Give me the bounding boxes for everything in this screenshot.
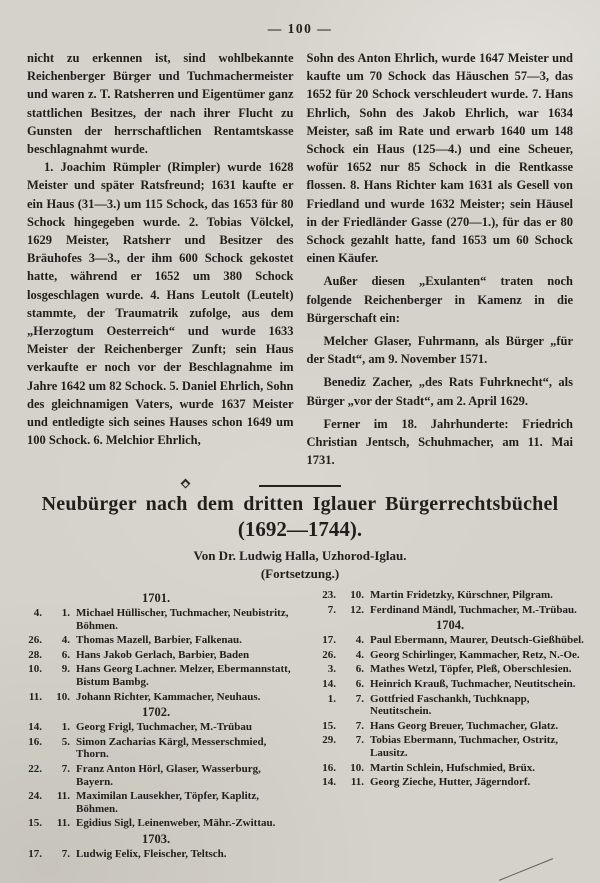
register-entry — [308, 776, 592, 789]
entry-text: Simon Zacharias Kärgl, Messerschmied, Thorn. — [76, 735, 267, 761]
entry-month: 10. — [350, 589, 364, 601]
entry-day: 11. — [28, 690, 42, 703]
paragraph: nicht zu erkennen ist, sind wohlbekannte Reichenberger Bürger und Tuchmachermeister und waren z. T. Ratsherren und Eigentümer ganz stattlichen Besitzes, der nach ihrer Flucht zu Gunsten der herrschaftlichen Rentamtskasse beschlagnahmt wurde. — [27, 51, 294, 157]
citizen-register — [0, 589, 600, 863]
register-entry — [308, 663, 592, 676]
right-text-column — [307, 49, 574, 473]
register-entry — [308, 720, 592, 733]
article-title-line1: Neubürger nach dem dritten Iglauer Bürgerrechtsbüchel — [41, 493, 559, 515]
paragraph: Sohn des Anton Ehrlich, wurde 1647 Meister und kaufte um 70 Schock das Häuschen 57—3, das 1652 für 20 Schock verschleudert wurde. 7. Hans Ehrlich, Sohn des Jakob Ehrlich, war 1634 Meister, saß im Rate und erwarb 1640 um 148 Schock ein Haus (125—4.) und eine Scheuer, wofür 1652 nur 85 Schock in die Rentkasse flossen. 8. Hans Richter kam 1631 als Gesell von Friedland und wurde 1632 Meister; sein Häusel in der Friedländer Gasse (270—1.), für das er 80 Schock gezahlt hatte, fand 1653 um 60 Schock einen Käufer. — [306, 51, 573, 266]
entry-day: 14. — [28, 721, 42, 734]
register-year-heading: 1703. — [141, 831, 171, 846]
entry-month: 4. — [61, 634, 70, 647]
entry-day: 17. — [28, 847, 42, 860]
entry-day: 14. — [322, 677, 336, 690]
register-year-heading: 1704. — [435, 618, 465, 633]
page-number: — 100 — — [267, 21, 333, 36]
entry-day: 1. — [327, 692, 336, 705]
entry-month: 5. — [61, 735, 70, 748]
entry-month: 6. — [61, 648, 70, 661]
entry-day: 16. — [322, 761, 336, 774]
register-left-column — [14, 589, 298, 863]
entry-text: Martin Fridetzky, Kürschner, Pilgram. — [370, 589, 553, 601]
paragraph: Außer diesen „Exulanten“ traten noch folgende Reichenberger in Kamenz in die Bürgerschaft ein: — [306, 274, 573, 325]
entry-month: 1. — [61, 607, 70, 619]
entry-text: Georg Zieche, Hutter, Jägerndorf. — [370, 776, 531, 789]
entry-text: Mathes Wetzl, Töpfer, Pleß, Oberschlesien. — [370, 663, 572, 676]
entry-month: 4. — [355, 648, 364, 661]
article-byline: Von Dr. Ludwig Halla, Uzhorod-Iglau. — [193, 548, 407, 563]
entry-month: 6. — [355, 663, 364, 676]
register-entry — [14, 649, 298, 662]
entry-day: 15. — [28, 817, 42, 830]
register-entry — [14, 790, 298, 815]
entry-text: Michael Hüllischer, Tuchmacher, Neubistritz, Böhmen. — [76, 607, 289, 632]
entry-day: 26. — [322, 648, 336, 661]
entry-month: 7. — [355, 734, 364, 747]
register-entry — [308, 678, 592, 691]
register-entry — [308, 589, 592, 602]
register-year-heading: 1702. — [141, 705, 171, 720]
entry-text: Heinrich Krauß, Tuchmacher, Neutitschein. — [370, 677, 576, 690]
register-entry — [14, 634, 298, 647]
entry-month: 6. — [355, 677, 364, 690]
register-entry — [14, 736, 298, 761]
entry-month: 11. — [350, 776, 364, 789]
article-title-line2: (1692—1744). — [237, 517, 363, 541]
register-entry — [308, 634, 592, 647]
entry-day: 28. — [28, 648, 42, 661]
paragraph: Benediz Zacher, „des Rats Fuhrknecht“, als Bürger „vor der Stadt“, am 2. April 1629. — [306, 375, 573, 408]
entry-text: Georg Frigl, Tuchmacher, M.-Trübau — [76, 721, 252, 734]
entry-month: 7. — [61, 762, 70, 775]
entry-text: Gottfried Faschankh, Tuchknapp, Neutitschein. — [370, 692, 530, 718]
entry-day: 29. — [322, 734, 336, 747]
end-of-article-ornament-icon — [181, 479, 191, 489]
paragraph: 1. Joachim Rümpler (Rimpler) wurde 1628 Meister und später Ratsfreund; 1631 kaufte er ein Haus (31—3.) um 115 Schock, das 1653 für 80 Schock hingegeben wurde. 2. Tobias Völckel, 1629 Meister, Ratsherr und Besitzer des Bräuhofes 3—3., der ihm 600 Schock gekostet hatte, während er 1652 um 380 Schock losgeschlagen wurde. 4. Hans Leutolt (Leutelt) stammte, der Traumatrik zufolge, aus dem „Herzogtum Oesterreich“ und wurde 1633 Meister der Reichenberger Zunft; sein Haus verkaufte er noch vor der Beschlagnahme im Jahre 1642 um 82 Schock. 5. Daniel Ehrlich, Sohn des gleichnamigen Vaters, wurde 1637 Meister und entledigte sich seines Hauses schon 1649 um 100 Schock. 6. Melchior Ehrlich, — [27, 160, 294, 448]
entry-month: 7. — [355, 719, 364, 732]
entry-text: Martin Schlein, Hufschmied, Brüx. — [370, 761, 536, 774]
entry-text: Hans Jakob Gerlach, Barbier, Baden — [76, 648, 250, 661]
paragraph: Ferner im 18. Jahrhunderte: Friedrich Christian Jentsch, Schuhmacher, am 11. Mai 1731. — [306, 416, 573, 468]
register-entry — [14, 721, 298, 734]
entry-day: 3. — [327, 663, 336, 676]
entry-text: Hans Georg Breuer, Tuchmacher, Glatz. — [370, 719, 559, 732]
entry-text: Hans Georg Lachner. Melzer, Ebermannstatt, Bistum Bambg. — [76, 663, 291, 688]
register-entry — [14, 848, 298, 861]
entry-month: 12. — [350, 603, 364, 616]
register-entry — [308, 734, 592, 759]
article-continuation-note: (Fortsetzung.) — [260, 566, 340, 581]
entry-month: 11. — [56, 817, 70, 830]
entry-month: 4. — [355, 634, 364, 647]
paper-speck — [118, 856, 121, 858]
entry-day: 7. — [327, 603, 336, 616]
entry-text: Maximilan Lausekher, Töpfer, Kaplitz, Böhmen. — [76, 790, 259, 815]
entry-day: 26. — [28, 634, 42, 647]
entry-day: 10. — [28, 663, 42, 676]
register-entry — [14, 607, 298, 632]
entry-day: 14. — [322, 776, 336, 789]
entry-month: 11. — [56, 790, 70, 803]
entry-day: 16. — [28, 735, 42, 748]
register-entry — [14, 817, 298, 830]
entry-day: 17. — [322, 634, 336, 647]
article-continuation — [0, 49, 600, 473]
entry-text: Johann Richter, Kammacher, Neuhaus. — [76, 690, 261, 703]
register-entry — [14, 763, 298, 788]
section-divider-rule — [259, 485, 341, 487]
entry-month: 1. — [61, 721, 70, 734]
entry-day: 24. — [28, 790, 42, 803]
entry-text: Ludwig Felix, Fleischer, Teltsch. — [76, 847, 227, 860]
entry-month: 9. — [61, 663, 70, 676]
left-text-column — [27, 49, 294, 473]
entry-text: Georg Schirlinger, Kammacher, Retz, N.-Oe. — [370, 648, 580, 661]
entry-day: 22. — [28, 762, 42, 775]
entry-text: Paul Ebermann, Maurer, Deutsch-Gießhübel. — [370, 634, 584, 647]
entry-text: Egidius Sigl, Leinenweber, Mähr.-Zwittau. — [76, 817, 276, 830]
entry-text: Ferdinand Mändl, Tuchmacher, M.-Trübau. — [370, 603, 577, 616]
entry-month: 7. — [355, 692, 364, 705]
entry-text: Thomas Mazell, Barbier, Falkenau. — [76, 634, 242, 647]
register-right-column — [308, 589, 592, 863]
entry-day: 4. — [33, 607, 42, 619]
register-year-heading: 1701. — [141, 591, 171, 605]
entry-text: Tobias Ebermann, Tuchmacher, Ostritz, Lausitz. — [370, 734, 559, 759]
register-entry — [308, 604, 592, 617]
entry-month: 7. — [61, 847, 70, 860]
entry-month: 10. — [56, 690, 70, 703]
entry-day: 15. — [322, 719, 336, 732]
register-entry — [14, 663, 298, 688]
register-entry — [14, 691, 298, 704]
entry-month: 10. — [350, 761, 364, 774]
entry-text: Franz Anton Hörl, Glaser, Wasserburg, Bayern. — [76, 762, 261, 788]
register-entry — [308, 762, 592, 775]
paragraph: Melcher Glaser, Fuhrmann, als Bürger „für der Stadt“, am 9. November 1571. — [306, 334, 573, 367]
article-divider — [0, 473, 600, 491]
entry-day: 23. — [322, 589, 336, 601]
register-entry — [308, 693, 592, 718]
register-entry — [308, 649, 592, 662]
